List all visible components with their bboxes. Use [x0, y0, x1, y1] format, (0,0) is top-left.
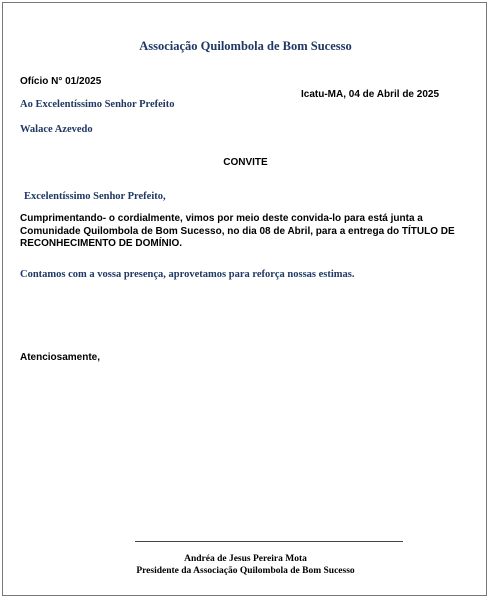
signer-role: Presidente da Associação Quilombola de Bom Sucesso [136, 566, 355, 576]
subject-heading: CONVITE [223, 157, 268, 168]
salutation: Excelentíssimo Senhor Prefeito, [24, 191, 166, 202]
addressee: Ao Excelentíssimo Senhor Prefeito [20, 99, 175, 110]
regards: Atenciosamente, [20, 352, 101, 363]
signer-name: Andréa de Jesus Pereira Mota [184, 554, 307, 564]
place-date: Icatu-MA, 04 de Abril de 2025 [301, 89, 440, 100]
document-page [2, 2, 487, 596]
addressee-name: Walace Azevedo [20, 124, 93, 135]
closing-sentence: Contamos com a vossa presença, aprovetamos para reforça nossas estimas. [20, 269, 355, 280]
signature-line [135, 541, 403, 542]
body-paragraph: Cumprimentando- o cordialmente, vimos por meio deste convida-lo para está junta a Comunidade Quilombola de Bom Sucesso, no dia 08 de Abril, para a entrega do TÍTULO DE RECONHECIMENTO DE DOMÍNIO. [20, 213, 455, 249]
organization-title: Associação Quilombola de Bom Sucesso [139, 39, 352, 53]
office-number: Ofício N° 01/2025 [20, 76, 102, 87]
